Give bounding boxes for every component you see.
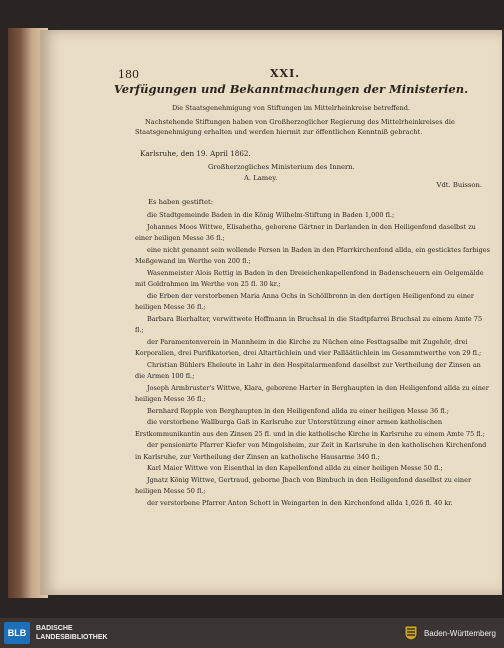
entries-list (135, 210, 490, 509)
page-number: 180 (118, 68, 139, 81)
section-number: XXI. (270, 67, 301, 80)
bw-crest-icon (404, 625, 418, 641)
scanned-page (40, 30, 502, 595)
library-name-line2: LANDESBIBLIOTHEK (36, 634, 108, 641)
list-item: Jgnatz König Wittwe, Gertraud, geborne Jbach von Bimbuch in den Heiligenfond daselbst zu einer heiligen Messe 50 fl.; (135, 475, 472, 495)
list-item: der verstorbene Pfarrer Anton Schott in Weingarten in den Kirchenfond allda 1,026 fl. 40 kr. (147, 498, 453, 507)
page-title: Verfügungen und Bekanntmachungen der Ministerien. (113, 82, 469, 96)
library-name-line1: BADISCHE (36, 625, 73, 632)
lead-line: Es haben gestiftet: (148, 198, 214, 206)
footer-bar (0, 618, 504, 648)
blb-logo-icon[interactable]: BLB (4, 622, 30, 644)
countersign: Vdt. Buisson. (436, 181, 482, 189)
list-item: die Stadtgemeinde Baden in die König Wilhelm-Stiftung in Baden 1,000 fl.; (147, 211, 395, 219)
intro-paragraph: Nachstehende Stiftungen haben von Großherzoglicher Regierung des Mittelrheinkreises die Staatsgenehmigung erhalten und werden hiermit zur öffentlichen Kenntniß gebracht. (135, 118, 455, 136)
place-date: Karlsruhe, den 19. April 1862. (140, 149, 251, 158)
ministry-line: Großherzogliches Ministerium des Innern. (208, 163, 355, 171)
list-item: Johannes Moos Wittwe, Elisabetha, geborene Gärtner in Darlanden in den Heiligenfond daselbst zu einer heiligen Messe 36 fl.; (135, 222, 476, 242)
list-item: Christian Bühlers Eheleute in Lahr in den Hospitalarmenfond daselbst zur Vertheilung der Zinsen an die Armen 100 fl.; (135, 360, 481, 380)
list-item: die Erben der verstorbenen Maria Anna Ochs in Schöllbronn in den dortigen Heiligenfond zu einer heiligen Messe 36 fl.; (135, 291, 475, 311)
library-name[interactable] (36, 624, 108, 642)
page-subtitle: Die Staatsgenehmigung von Stiftungen im Mittelrheinkreise betreffend. (171, 104, 411, 112)
list-item: Bernhard Repple von Berghaupten in den Heiligenfond allda zu einer heiligen Messe 36 fl.; (147, 406, 449, 415)
minister-signature: A. Lamey. (244, 174, 278, 182)
list-item: Wasenmeister Alois Rettig in Baden in den Dreieichenkapellenfond in Badenscheuern ein Oelgemälde mit Goldrahmen im Werthe von 25 fl. 30 kr.; (135, 268, 484, 288)
list-item: eine nicht genannt sein wollende Person in Baden in den Pfarrkirchenfond allda, ein gesticktes farbiges Meßgewand im Werthe von 200 fl.; (135, 245, 490, 265)
list-item: Joseph Armbruster's Wittwe, Klara, geborene Harter in Berghaupten in den Heiligenfond allda zu einer heiligen Messe 36 fl.; (135, 383, 489, 403)
list-item: Barbara Bierhalter, verwittwete Hoffmann in Bruchsal in die Stadtpfarrei Bruchsal zu einem Amte 75 fl.; (135, 314, 483, 334)
list-item: der pensionirte Pfarrer Kiefer von Mingolsheim, zur Zeit in Karlsruhe in den katholischen Kirchenfond in Karlsruhe, zur Vertheilung der Zinsen an katholische Hausarme 340 fl.; (135, 441, 487, 461)
list-item: die verstorbene Wallburga Gaß in Karlsruhe zur Unterstützung einer armen katholischen Erstkommunikantin aus den Zinsen 25 fl. und in die katholische Kirche in Karlsruhe zu einem Amte 75 fl.; (135, 418, 485, 438)
list-item: der Paramentenverein in Mannheim in die Kirche zu Nüchen eine Festtagsalbe mit Zugehör, drei Korporalien, drei Purifikatorien, drei Altartüchlein und vier Palläätüchlein im Gesammtwerthe von 29 fl.; (135, 337, 482, 357)
list-item: Karl Maier Wittwe von Eisenthal in den Kapellenfond allda zu einer heiligen Messe 50 fl.; (147, 464, 443, 472)
state-name[interactable]: Baden-Württemberg (423, 628, 496, 638)
